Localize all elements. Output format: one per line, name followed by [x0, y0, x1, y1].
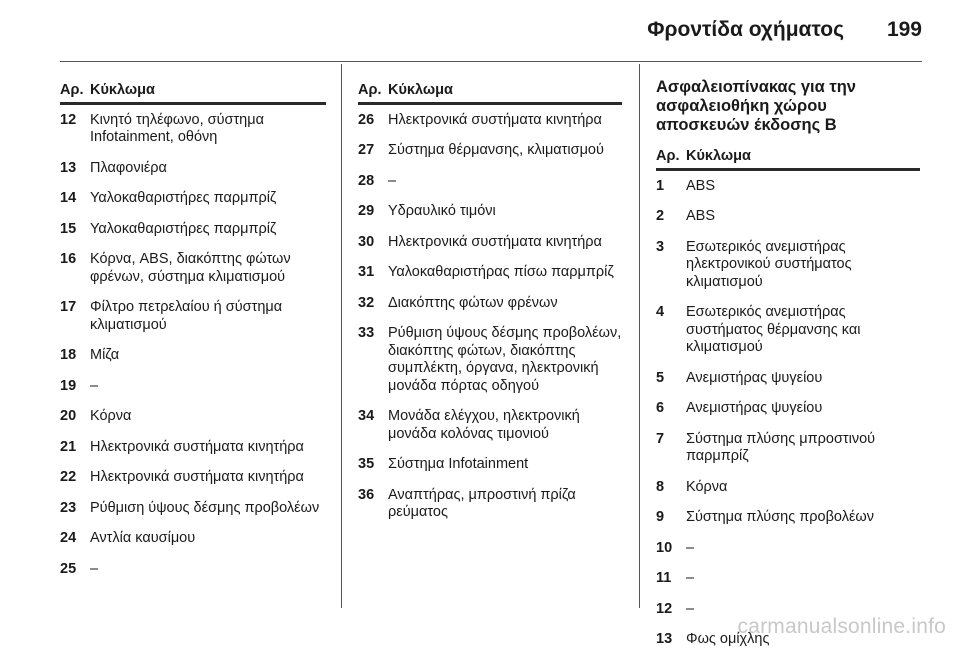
table-row: [358, 264, 622, 282]
fuse-number: 27: [358, 142, 375, 158]
fuse-circuit: Αντλία καυσίμου: [90, 530, 196, 546]
fuse-circuit: Σύστημα πλύσης προβολέων: [686, 509, 874, 525]
fuse-circuit: –: [686, 570, 695, 586]
column-divider: [341, 64, 342, 608]
fuse-table-column-1: [60, 82, 326, 591]
table-row: [656, 431, 920, 466]
fuse-number: 16: [60, 251, 77, 267]
section-title: Ασφαλειοπίνακας για την ασφαλειοθήκη χώρου αποσκευών έκδοσης B: [656, 78, 856, 134]
fuse-circuit: Υδραυλικό τιμόνι: [388, 203, 496, 219]
fuse-number: 14: [60, 190, 77, 206]
fuse-table-column-2: [358, 82, 622, 535]
fuse-circuit: Σύστημα πλύσης μπροστινού παρμπρίζ: [686, 430, 876, 464]
column-header-number: Αρ.: [358, 82, 382, 98]
fuse-circuit: –: [686, 539, 695, 556]
fuse-circuit: Ανεμιστήρας ψυγείου: [686, 369, 823, 386]
fuse-number: 24: [60, 530, 77, 546]
table-row: [358, 295, 622, 313]
fuse-circuit: Ηλεκτρονικά συστήματα κινητήρα: [388, 233, 602, 250]
fuse-circuit: Πλαφονιέρα: [90, 159, 167, 176]
column-header-circuit: Κύκλωμα: [388, 82, 453, 98]
fuse-circuit: Κόρνα: [90, 408, 132, 424]
fuse-number: 23: [60, 499, 77, 516]
table-header: [60, 82, 326, 105]
fuse-number: 22: [60, 469, 77, 485]
page-header: [60, 18, 922, 48]
table-row: [60, 530, 326, 548]
fuse-circuit: Μονάδα ελέγχου, ηλεκτρονική μονάδα κολόνας τιμονιού: [388, 408, 580, 442]
fuse-number: 3: [656, 238, 665, 255]
fuse-circuit: Μίζα: [90, 347, 120, 363]
fuse-number: 18: [60, 347, 77, 363]
fuse-number: 8: [656, 478, 665, 495]
fuse-circuit: Ρύθμιση ύψους δέσμης προβολέων, διακόπτης φώτων, διακόπτης συμπλέκτη, όργανα, ηλεκτρονική μονάδα πόρτας οδηγού: [388, 325, 622, 394]
table-row: [60, 251, 326, 286]
fuse-circuit: Φως ομίχλης: [686, 631, 770, 647]
table-header: [656, 148, 920, 171]
table-row: [358, 112, 622, 130]
page-title: Φροντίδα οχήματος: [647, 18, 844, 41]
fuse-number: 4: [656, 304, 665, 320]
table-row: [358, 203, 622, 221]
table-row: [60, 221, 326, 239]
fuse-number: 20: [60, 408, 77, 424]
fuse-number: 33: [358, 325, 375, 341]
fuse-circuit: Υαλοκαθαριστήρας πίσω παρμπρίζ: [388, 264, 614, 280]
table-row: [358, 234, 622, 252]
fuse-number: 5: [656, 369, 665, 386]
fuse-circuit: Υαλοκαθαριστήρες παρμπρίζ: [90, 190, 277, 206]
table-row: [656, 304, 920, 357]
fuse-circuit: Κόρνα: [686, 478, 728, 495]
table-row: [358, 325, 622, 395]
fuse-circuit: Φίλτρο πετρελαίου ή σύστημα κλιματισμού: [90, 299, 283, 333]
table-row: [60, 408, 326, 426]
fuse-number: 36: [358, 486, 375, 503]
page-number: 199: [886, 18, 922, 41]
table-row: [60, 190, 326, 208]
fuse-number: 2: [656, 208, 665, 224]
table-row: [60, 561, 326, 579]
table-row: [656, 540, 920, 558]
fuse-number: 30: [358, 233, 375, 250]
fuse-circuit: Κινητό τηλέφωνο, σύστημα Infotainment, οθόνη: [90, 111, 264, 145]
table-row: [656, 509, 920, 527]
fuse-circuit: Ηλεκτρονικά συστήματα κινητήρα: [90, 469, 304, 485]
table-row: [60, 347, 326, 365]
fuse-number: 9: [656, 509, 665, 525]
fuse-table-column-3: [656, 78, 920, 662]
fuse-circuit: –: [686, 600, 695, 617]
table-row: [60, 112, 326, 147]
table-row: [656, 239, 920, 292]
fuse-number: 13: [656, 631, 673, 647]
fuse-circuit: Εσωτερικός ανεμιστήρας συστήματος θέρμανσης και κλιματισμού: [686, 304, 861, 355]
table-row: [358, 142, 622, 160]
fuse-number: 11: [656, 570, 672, 586]
fuse-number: 10: [656, 539, 673, 556]
fuse-number: 28: [358, 172, 375, 189]
fuse-number: 1: [656, 177, 665, 194]
fuse-number: 15: [60, 220, 77, 237]
fuse-number: 34: [358, 408, 375, 424]
fuse-number: 17: [60, 299, 77, 315]
table-row: [656, 208, 920, 226]
table-row: [656, 400, 920, 418]
fuse-circuit: Σύστημα θέρμανσης, κλιματισμού: [388, 142, 604, 158]
fuse-number: 26: [358, 111, 375, 128]
fuse-circuit: Διακόπτης φώτων φρένων: [388, 294, 558, 311]
fuse-number: 12: [60, 111, 77, 128]
fuse-number: 29: [358, 203, 375, 219]
fuse-circuit: –: [90, 377, 99, 394]
fuse-number: 25: [60, 560, 77, 577]
column-header-number: Αρ.: [60, 82, 84, 98]
column-divider: [639, 64, 640, 608]
fuse-circuit: Υαλοκαθαριστήρες παρμπρίζ: [90, 220, 277, 237]
fuse-circuit: Ηλεκτρονικά συστήματα κινητήρα: [90, 438, 304, 455]
column-header-number: Αρ.: [656, 148, 680, 164]
table-header: [358, 82, 622, 105]
fuse-number: 13: [60, 159, 77, 176]
watermark: carmanualsonline.info: [737, 615, 946, 638]
fuse-circuit: Ανεμιστήρας ψυγείου: [686, 400, 823, 416]
column-header-circuit: Κύκλωμα: [90, 82, 155, 98]
fuse-number: 12: [656, 600, 673, 617]
fuse-circuit: Ηλεκτρονικά συστήματα κινητήρα: [388, 111, 602, 128]
table-row: [656, 570, 920, 588]
column-header-circuit: Κύκλωμα: [686, 148, 751, 164]
fuse-circuit: Κόρνα, ABS, διακόπτης φώτων φρένων, σύστημα κλιματισμού: [90, 251, 291, 285]
table-row: [60, 160, 326, 178]
fuse-circuit: ABS: [686, 208, 716, 224]
table-row: [358, 173, 622, 191]
fuse-circuit: Σύστημα Infotainment: [388, 456, 529, 472]
fuse-number: 35: [358, 456, 375, 472]
table-row: [60, 439, 326, 457]
fuse-number: 19: [60, 377, 77, 394]
table-row: [656, 178, 920, 196]
fuse-circuit: ABS: [686, 177, 716, 194]
fuse-circuit: Εσωτερικός ανεμιστήρας ηλεκτρονικού συστήματος κλιματισμού: [686, 238, 852, 290]
table-row: [60, 500, 326, 518]
fuse-number: 6: [656, 400, 665, 416]
fuse-number: 32: [358, 294, 375, 311]
table-row: [60, 378, 326, 396]
fuse-number: 21: [60, 438, 77, 455]
table-row: [656, 479, 920, 497]
fuse-number: 31: [358, 264, 375, 280]
table-row: [60, 299, 326, 334]
fuse-circuit: –: [90, 560, 99, 577]
table-row: [358, 456, 622, 474]
table-row: [358, 408, 622, 443]
fuse-circuit: Αναπτήρας, μπροστινή πρίζα ρεύματος: [388, 486, 576, 520]
fuse-number: 7: [656, 430, 665, 447]
table-row: [358, 487, 622, 522]
header-divider: [60, 61, 922, 62]
table-row: [656, 370, 920, 388]
fuse-circuit: Ρύθμιση ύψους δέσμης προβολέων: [90, 499, 320, 516]
table-row: [60, 469, 326, 487]
fuse-circuit: –: [388, 172, 397, 189]
